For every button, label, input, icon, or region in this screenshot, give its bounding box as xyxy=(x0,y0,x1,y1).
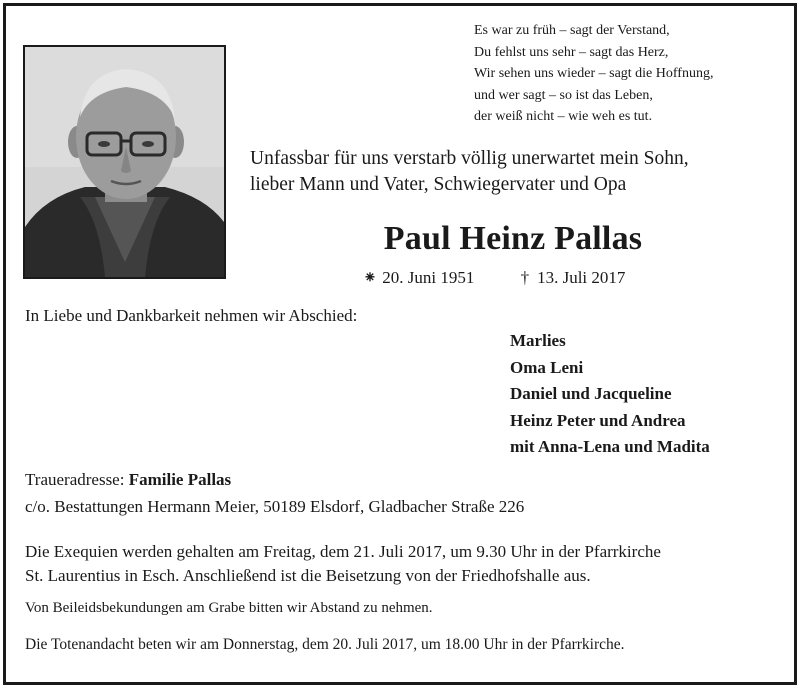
condolence-note: Von Beileidsbekundungen am Grabe bitten wir Abstand zu nehmen. xyxy=(25,600,433,616)
memorial-poem xyxy=(474,20,774,128)
poem-line: Wir sehen uns wieder – sagt die Hoffnung, xyxy=(474,66,714,81)
portrait-photo xyxy=(23,45,226,279)
poem-line: und wer sagt – so ist das Leben, xyxy=(474,87,653,103)
birth-symbol-icon: ⁕ xyxy=(362,268,378,287)
mourner-name: Daniel und Jacqueline xyxy=(510,384,672,403)
poem-line: Es war zu früh – sagt der Verstand, xyxy=(474,23,670,38)
address-family: Familie Pallas xyxy=(128,470,232,489)
intro-line: Unfassbar für uns verstarb völlig unerwartet mein Sohn, xyxy=(250,148,689,169)
intro-line: lieber Mann und Vater, Schwiegervater und Opa xyxy=(250,174,627,195)
intro-text xyxy=(250,146,790,198)
poem-line: Du fehlst uns sehr – sagt das Herz, xyxy=(474,44,669,60)
devotion-note: Die Totenandacht beten wir am Donnerstag, dem 20. Juli 2017, um 18.00 Uhr in der Pfarrkirche. xyxy=(25,636,625,653)
mourner-name: Heinz Peter und Andrea xyxy=(510,410,686,430)
life-dates xyxy=(362,268,625,288)
mourner-name: mit Anna-Lena und Madita xyxy=(510,437,710,456)
mourner-name: Marlies xyxy=(510,331,566,350)
mourners-list xyxy=(510,328,710,461)
service-line: Die Exequien werden gehalten am Freitag, dem 21. Juli 2017, um 9.30 Uhr in der Pfarrkirche xyxy=(25,542,661,561)
farewell-text: In Liebe und Dankbarkeit nehmen wir Abschied: xyxy=(25,306,358,325)
funeral-service-text xyxy=(25,540,661,588)
deceased-name: Paul Heinz Pallas xyxy=(383,220,643,257)
mourning-address xyxy=(25,467,524,520)
poem-line: der weiß nicht – wie weh es tut. xyxy=(474,109,653,124)
service-line: St. Laurentius in Esch. Anschließend ist die Beisetzung von der Friedhofshalle aus. xyxy=(25,566,591,585)
birth-date: 20. Juni 1951 xyxy=(382,268,475,287)
death-date: 13. Juli 2017 xyxy=(537,268,626,287)
cross-icon: † xyxy=(520,268,530,287)
mourner-name: Oma Leni xyxy=(510,357,584,377)
address-label: Traueradresse: xyxy=(25,470,125,489)
address-line: c/o. Bestattungen Hermann Meier, 50189 Elsdorf, Gladbacher Straße 226 xyxy=(25,496,525,516)
